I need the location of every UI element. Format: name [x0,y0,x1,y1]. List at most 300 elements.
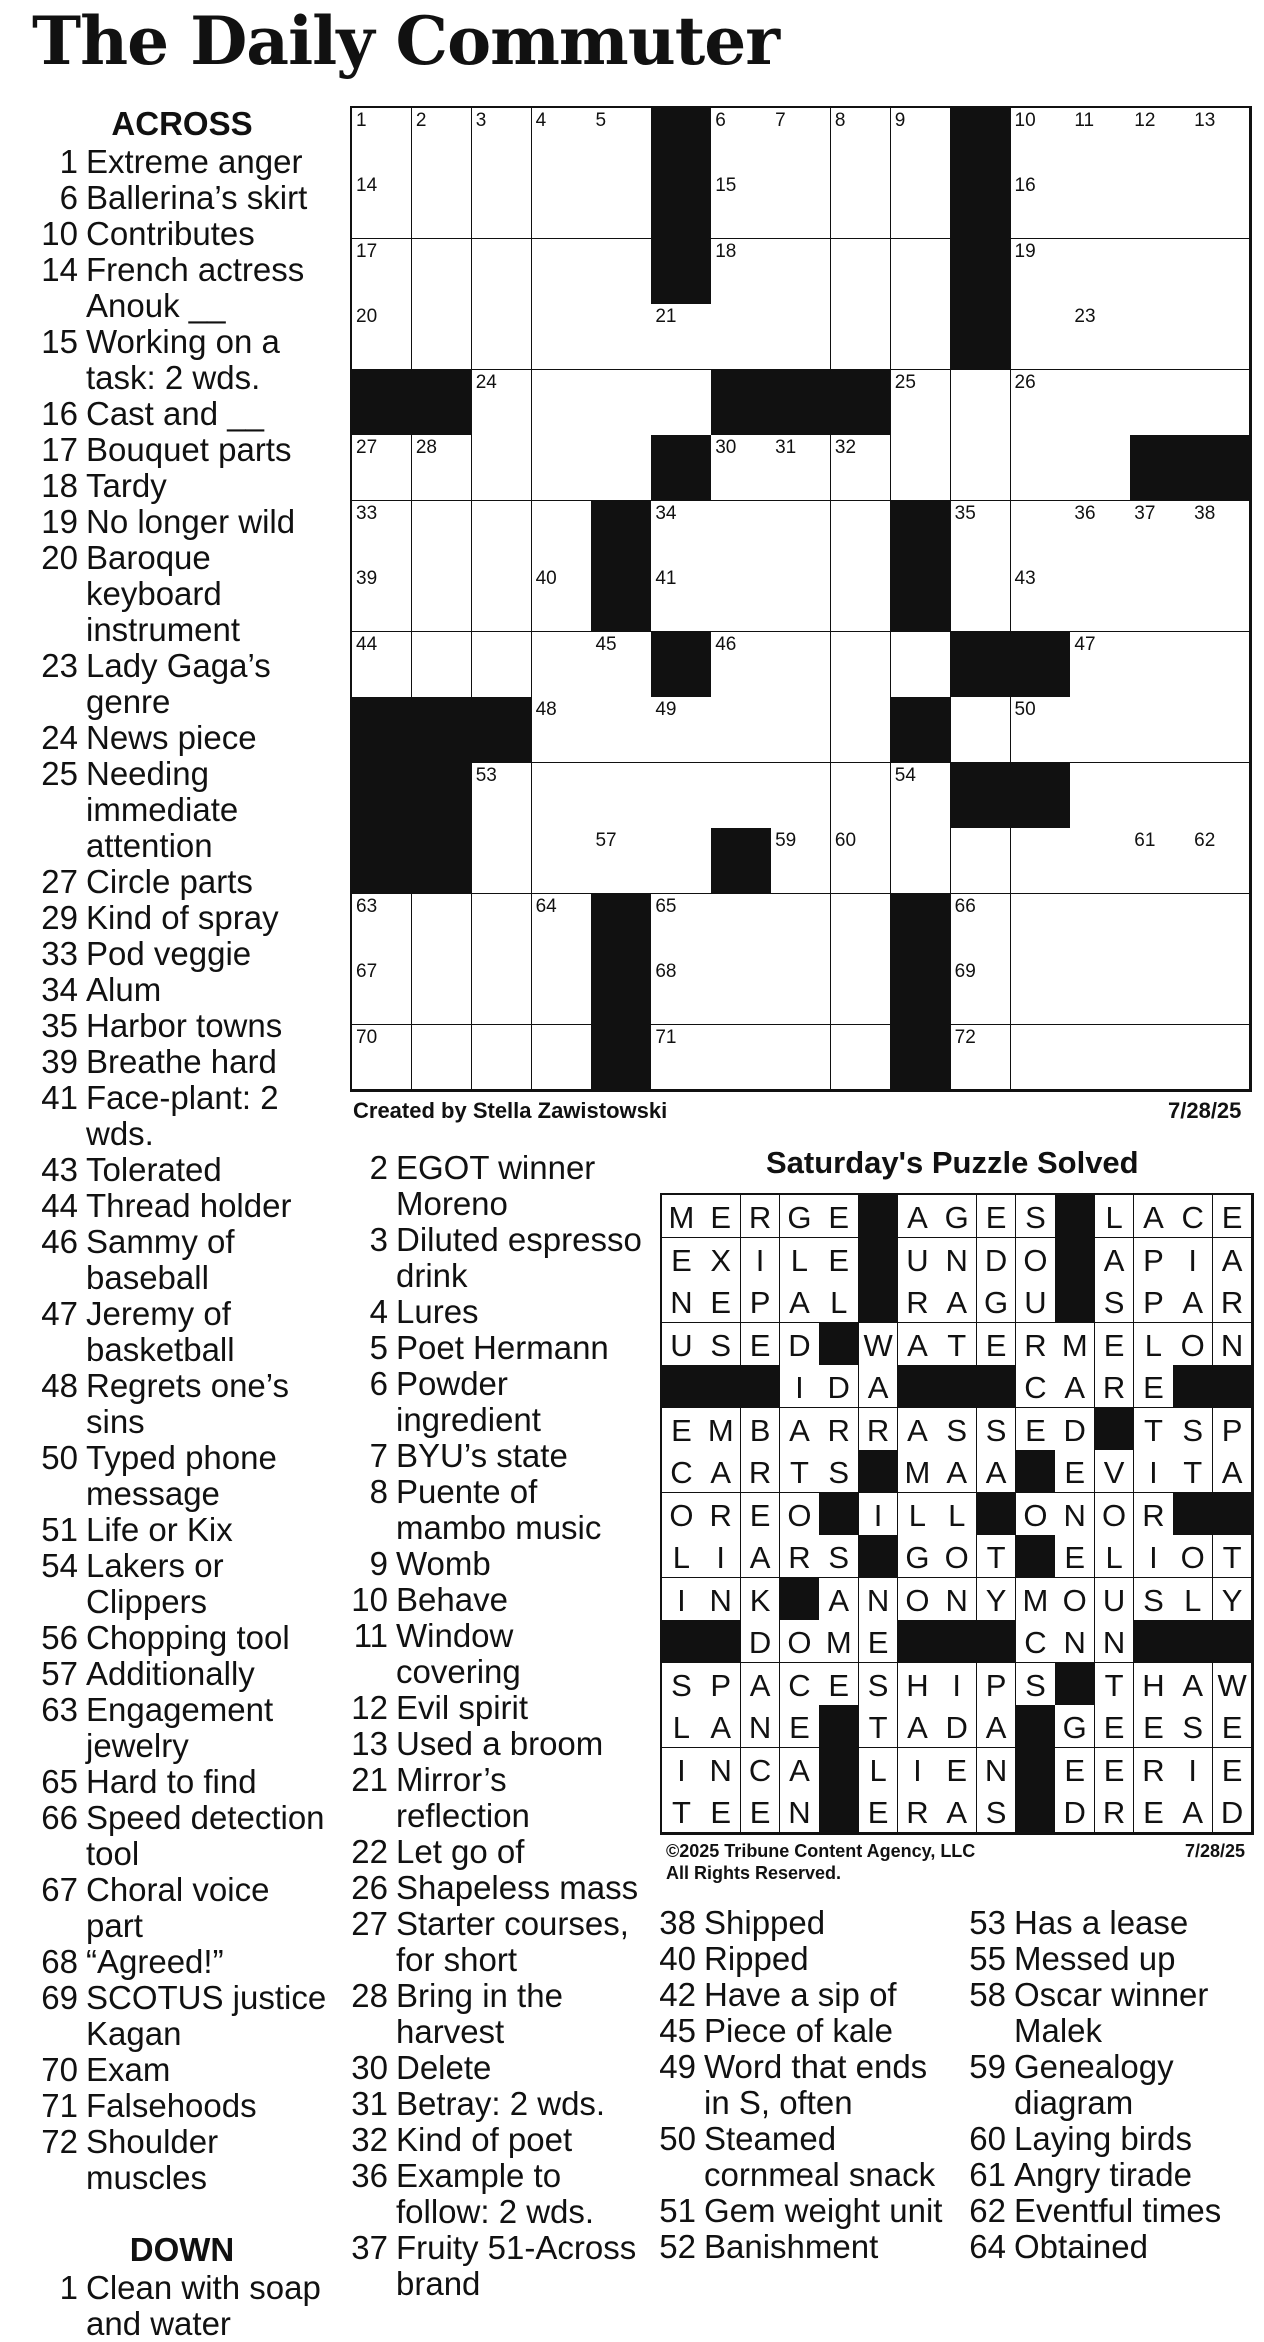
solution-block [898,1365,938,1408]
grid-cell[interactable] [472,173,532,239]
solution-letter: M [668,1200,695,1235]
grid-cell[interactable] [711,894,771,960]
grid-cell[interactable] [1070,501,1130,567]
grid-cell[interactable] [1130,1025,1190,1091]
grid-cell[interactable] [532,566,592,632]
clue-number: 61 [969,2156,1006,2193]
grid-cell[interactable] [1070,828,1130,894]
grid-cell[interactable] [711,304,771,370]
clue-item [342,2158,642,2230]
grid-cell[interactable] [711,173,771,239]
solution-letter: O [1023,1497,1048,1533]
solution-letter: S [1025,1200,1046,1235]
grid-cell[interactable] [1130,370,1190,436]
grid-cell[interactable] [831,894,891,960]
clue-number: 70 [41,2051,78,2088]
grid-cell[interactable] [1070,566,1130,632]
cell-number: 11 [1074,110,1095,131]
grid-cell[interactable] [711,108,771,174]
grid-cell[interactable] [831,632,891,698]
grid-cell[interactable] [951,435,1011,501]
cell-number: 20 [356,306,378,328]
clue-number: 41 [41,1079,78,1116]
grid-cell[interactable] [891,370,951,436]
grid-cell[interactable] [412,894,472,960]
solution-cell [1173,1790,1213,1833]
clue-text: Womb [396,1545,491,1582]
grid-cell[interactable] [1190,239,1250,305]
grid-cell[interactable] [1130,173,1190,239]
clue-text: No longer wild [86,503,296,540]
grid-cell[interactable] [532,501,592,567]
grid-cell[interactable] [532,828,592,894]
clue-text: Diluted espresso drink [396,1221,642,1294]
grid-cell[interactable] [951,894,1011,960]
cell-number: 41 [655,568,677,590]
grid-cell[interactable] [771,501,831,567]
solved-date: 7/28/25 [1185,1841,1246,1861]
grid-cell[interactable] [891,632,951,698]
grid-cell[interactable] [1011,1025,1071,1091]
grid-cell[interactable] [1070,894,1130,960]
grid-cell[interactable] [1070,108,1130,174]
solution-cell [1095,1365,1135,1408]
grid-cell[interactable] [1070,763,1130,829]
grid-cell[interactable] [1130,632,1190,698]
grid-cell[interactable] [1011,501,1071,567]
grid-cell[interactable] [951,697,1011,763]
grid-cell[interactable] [1190,959,1250,1025]
solution-block [859,1450,899,1493]
solution-cell [898,1323,938,1366]
grid-cell[interactable] [831,501,891,567]
cell-number: 39 [356,568,378,590]
grid-cell[interactable] [472,632,532,698]
grid-cell[interactable] [532,304,592,370]
solution-letter: T [947,1327,967,1363]
solution-letter: O [1062,1582,1087,1618]
grid-cell[interactable] [412,501,472,567]
clue-item [960,2157,1260,2193]
grid-cell[interactable] [1011,304,1071,370]
grid-cell[interactable] [1130,566,1190,632]
grid-block [651,239,711,305]
grid-block [412,697,472,763]
grid-cell[interactable] [591,435,651,501]
clue-number: 10 [351,1581,388,1618]
grid-cell[interactable] [831,108,891,174]
grid-cell[interactable] [532,697,592,763]
solution-letter: O [787,1497,812,1533]
grid-cell[interactable] [1190,108,1250,174]
grid-cell[interactable] [472,566,532,632]
solution-letter: E [828,1242,850,1278]
grid-cell[interactable] [891,239,951,305]
grid-cell[interactable] [1130,828,1190,894]
puzzle-grid[interactable] [350,106,1252,1092]
grid-cell[interactable] [472,501,532,567]
solution-cell [859,1578,899,1621]
clue-number: 66 [41,1799,78,1836]
grid-cell[interactable] [1130,108,1190,174]
grid-cell[interactable] [532,894,592,960]
grid-cell[interactable] [1011,108,1071,174]
solution-cell [819,1663,859,1706]
grid-cell[interactable] [412,239,472,305]
clue-number: 44 [41,1187,78,1224]
grid-cell[interactable] [1190,763,1250,829]
grid-cell[interactable] [352,566,412,632]
grid-cell[interactable] [711,501,771,567]
grid-cell[interactable] [472,763,532,829]
grid-cell[interactable] [1130,501,1190,567]
grid-cell[interactable] [1190,697,1250,763]
grid-cell[interactable] [831,763,891,829]
grid-cell[interactable] [1011,239,1071,305]
grid-cell[interactable] [1190,894,1250,960]
grid-cell[interactable] [891,828,951,894]
grid-cell[interactable] [532,959,592,1025]
grid-cell[interactable] [651,501,711,567]
grid-cell[interactable] [1130,894,1190,960]
grid-cell[interactable] [771,239,831,305]
clue-number: 71 [41,2087,78,2124]
grid-cell[interactable] [771,632,831,698]
grid-cell[interactable] [951,501,1011,567]
grid-cell[interactable] [591,108,651,174]
solution-letter: S [1025,1667,1046,1703]
solution-letter: E [789,1710,810,1746]
grid-cell[interactable] [711,632,771,698]
solution-letter: N [1220,1327,1244,1363]
grid-cell[interactable] [831,959,891,1025]
grid-cell[interactable] [472,1025,532,1091]
grid-cell[interactable] [1130,763,1190,829]
grid-cell[interactable] [771,435,831,501]
solution-cell [780,1280,820,1323]
solution-letter: S [867,1667,889,1703]
solution-cell [1134,1493,1174,1536]
grid-cell[interactable] [352,959,412,1025]
grid-cell[interactable] [771,108,831,174]
grid-cell[interactable] [352,435,412,501]
grid-block [1130,435,1190,501]
grid-cell[interactable] [651,828,711,894]
grid-cell[interactable] [1011,959,1071,1025]
grid-cell[interactable] [412,173,472,239]
grid-cell[interactable] [891,435,951,501]
clue-number: 54 [41,1547,78,1584]
grid-cell[interactable] [591,763,651,829]
grid-cell[interactable] [1070,632,1130,698]
grid-cell[interactable] [532,173,592,239]
grid-cell[interactable] [352,173,412,239]
clue-item [32,2270,332,2342]
clue-text: Tardy [86,467,167,504]
grid-cell[interactable] [831,828,891,894]
solution-letter: E [1221,1200,1243,1235]
solution-letter: I [1149,1540,1158,1576]
clue-text: Contributes [86,215,255,252]
solution-letter: C [1181,1200,1204,1235]
grid-cell[interactable] [472,108,532,174]
clue-text: Powder ingredient [396,1365,541,1438]
cell-number: 54 [894,764,916,786]
grid-cell[interactable] [831,304,891,370]
solution-letter: G [944,1200,969,1235]
grid-cell[interactable] [591,632,651,698]
grid-cell[interactable] [651,697,711,763]
solution-cell [1173,1408,1213,1451]
clue-item [342,1150,642,1222]
clue-number: 38 [659,1904,696,1941]
grid-cell[interactable] [1011,566,1071,632]
solution-cell [780,1365,820,1408]
solution-letter: H [906,1667,929,1703]
grid-cell[interactable] [1190,632,1250,698]
clue-item [650,1941,950,1977]
clue-number: 40 [659,1940,696,1977]
grid-cell[interactable] [771,173,831,239]
solution-letter: D [984,1242,1008,1278]
grid-block [412,763,472,829]
grid-cell[interactable] [891,763,951,829]
solution-cell [741,1535,781,1578]
solution-cell [1055,1365,1095,1408]
grid-cell[interactable] [831,1025,891,1091]
grid-cell[interactable] [1190,173,1250,239]
grid-cell[interactable] [711,239,771,305]
grid-cell[interactable] [1190,566,1250,632]
grid-cell[interactable] [651,763,711,829]
grid-cell[interactable] [472,435,532,501]
grid-cell[interactable] [352,1025,412,1091]
grid-cell[interactable] [1070,304,1130,370]
grid-cell[interactable] [831,566,891,632]
grid-cell[interactable] [1011,894,1071,960]
clue-text: Sammy of baseball [86,1223,235,1296]
grid-cell[interactable] [412,959,472,1025]
grid-cell[interactable] [651,894,711,960]
grid-cell[interactable] [891,108,951,174]
clue-item [650,2193,950,2229]
grid-cell[interactable] [1070,370,1130,436]
grid-cell[interactable] [472,959,532,1025]
cell-number: 1 [356,110,367,131]
grid-cell[interactable] [1130,304,1190,370]
grid-cell[interactable] [951,828,1011,894]
clue-item [32,1944,332,1980]
grid-cell[interactable] [771,763,831,829]
grid-cell[interactable] [651,1025,711,1091]
solution-cell [1134,1663,1174,1706]
solution-cell [1095,1663,1135,1706]
grid-cell[interactable] [771,304,831,370]
grid-cell[interactable] [1011,697,1071,763]
clue-number: 29 [41,899,78,936]
grid-cell[interactable] [472,304,532,370]
solution-letter: O [1180,1327,1205,1363]
grid-cell[interactable] [1011,828,1071,894]
solution-letter: E [671,1242,692,1278]
grid-cell[interactable] [472,894,532,960]
grid-cell[interactable] [412,304,472,370]
solution-letter: T [868,1710,888,1746]
solution-block [1173,1365,1213,1408]
solution-letter: T [789,1455,809,1491]
solution-letter: U [1024,1285,1047,1321]
grid-cell[interactable] [532,435,592,501]
grid-cell[interactable] [591,304,651,370]
grid-cell[interactable] [771,566,831,632]
clue-item [342,1294,642,1330]
cell-number: 59 [775,830,797,852]
grid-block [1190,435,1250,501]
solution-block [819,1790,859,1833]
clue-number: 43 [41,1151,78,1188]
page-title: The Daily Commuter [32,2,779,80]
clue-number: 56 [41,1619,78,1656]
grid-cell[interactable] [412,108,472,174]
solution-block [819,1493,859,1536]
solution-cell [898,1408,938,1451]
clue-item [32,1224,332,1296]
solution-letter: L [948,1497,966,1533]
grid-cell[interactable] [831,173,891,239]
clue-text: Has a lease [1014,1904,1189,1941]
solution-letter: U [670,1327,693,1363]
solution-letter: I [677,1752,686,1788]
grid-cell[interactable] [472,370,532,436]
grid-cell[interactable] [591,173,651,239]
grid-cell[interactable] [711,763,771,829]
grid-cell[interactable] [412,566,472,632]
grid-cell[interactable] [1190,1025,1250,1091]
solution-letter: D [1220,1795,1244,1831]
grid-cell[interactable] [1190,370,1250,436]
grid-cell[interactable] [951,566,1011,632]
grid-cell[interactable] [472,239,532,305]
grid-cell[interactable] [412,1025,472,1091]
grid-cell[interactable] [591,239,651,305]
grid-cell[interactable] [352,632,412,698]
grid-cell[interactable] [951,370,1011,436]
grid-cell[interactable] [532,632,592,698]
solution-cell [1055,1450,1095,1493]
grid-cell[interactable] [352,304,412,370]
grid-cell[interactable] [651,959,711,1025]
solution-letter: C [788,1667,811,1703]
grid-cell[interactable] [1190,501,1250,567]
cell-number: 63 [356,895,378,917]
solution-cell [701,1323,741,1366]
grid-cell[interactable] [711,435,771,501]
cell-number: 7 [775,110,786,131]
solution-letter: L [672,1540,691,1576]
solution-letter: E [1103,1710,1125,1746]
clue-number: 17 [41,431,78,468]
grid-cell[interactable] [1011,435,1071,501]
solution-block [977,1365,1017,1408]
grid-cell[interactable] [711,566,771,632]
grid-cell[interactable] [532,1025,592,1091]
grid-cell[interactable] [831,239,891,305]
grid-cell[interactable] [412,435,472,501]
grid-cell[interactable] [1070,697,1130,763]
grid-cell[interactable] [831,697,891,763]
clue-text: Harbor towns [86,1007,283,1044]
grid-cell[interactable] [591,828,651,894]
grid-cell[interactable] [891,304,951,370]
grid-cell[interactable] [771,894,831,960]
grid-cell[interactable] [352,894,412,960]
grid-cell[interactable] [771,828,831,894]
grid-cell[interactable] [1070,435,1130,501]
grid-cell[interactable] [532,108,592,174]
grid-cell[interactable] [1011,173,1071,239]
grid-cell[interactable] [891,173,951,239]
grid-cell[interactable] [771,1025,831,1091]
clue-item [32,2088,332,2124]
clue-text: Regrets one’s sins [86,1367,290,1440]
grid-cell[interactable] [951,1025,1011,1091]
grid-cell[interactable] [532,370,592,436]
grid-cell[interactable] [1130,697,1190,763]
solution-letter: A [946,1285,968,1321]
grid-cell[interactable] [412,632,472,698]
grid-cell[interactable] [1130,959,1190,1025]
cell-number: 21 [655,306,677,328]
grid-cell[interactable] [1070,239,1130,305]
grid-cell[interactable] [831,435,891,501]
grid-cell[interactable] [711,959,771,1025]
grid-cell[interactable] [472,828,532,894]
solution-cell [1095,1493,1135,1536]
grid-cell[interactable] [591,697,651,763]
grid-cell[interactable] [1130,239,1190,305]
clue-text: Fruity 51-Across brand [396,2229,637,2302]
grid-cell[interactable] [532,763,592,829]
grid-cell[interactable] [1070,1025,1130,1091]
solution-cell [977,1663,1017,1706]
solution-cell [1173,1663,1213,1706]
grid-cell[interactable] [651,566,711,632]
grid-cell[interactable] [352,501,412,567]
grid-cell[interactable] [951,959,1011,1025]
grid-cell[interactable] [591,370,651,436]
grid-cell[interactable] [352,108,412,174]
solution-letter: T [986,1540,1006,1576]
solution-letter: S [1182,1412,1204,1448]
grid-cell[interactable] [1070,959,1130,1025]
grid-cell[interactable] [651,370,711,436]
grid-cell[interactable] [1190,828,1250,894]
grid-cell[interactable] [651,304,711,370]
grid-cell[interactable] [352,239,412,305]
grid-cell[interactable] [771,697,831,763]
grid-cell[interactable] [1011,370,1071,436]
grid-cell[interactable] [711,697,771,763]
grid-cell[interactable] [771,959,831,1025]
grid-cell[interactable] [711,1025,771,1091]
clue-text: Face-plant: 2 wds. [86,1079,279,1152]
clue-number: 33 [41,935,78,972]
grid-cell[interactable] [1070,173,1130,239]
clue-item [32,2124,332,2196]
grid-cell[interactable] [532,239,592,305]
cell-number: 3 [475,110,487,131]
grid-cell[interactable] [1190,304,1250,370]
